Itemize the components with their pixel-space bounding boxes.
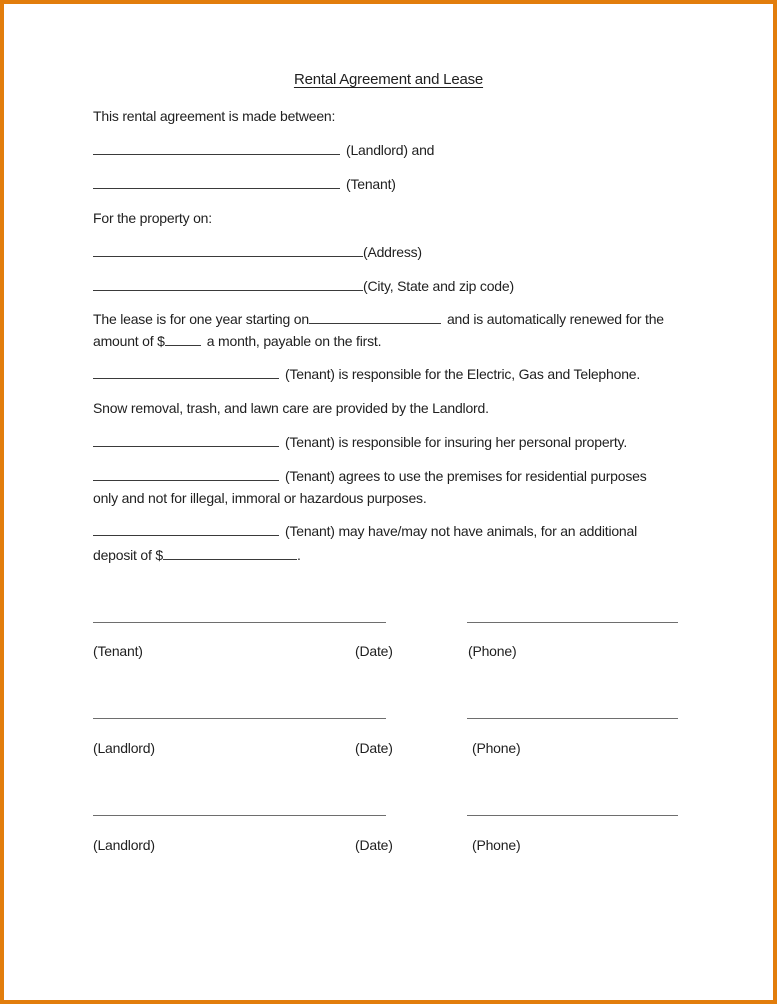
- deposit-amount-blank: [163, 547, 297, 560]
- property-heading: For the property on:: [93, 210, 212, 226]
- tenant-phone-label: (Phone): [468, 643, 517, 659]
- lease-start-date-blank: [309, 311, 441, 324]
- lease-term-line-2: [93, 331, 381, 351]
- premises-clause-text-1: (Tenant) agrees to use the premises for residential purposes: [285, 468, 647, 484]
- lease-amount-suffix: a month, payable on the first.: [206, 333, 382, 349]
- tenant-phone-line: [467, 622, 678, 623]
- premises-clause-line-1: [93, 466, 647, 486]
- deposit-prefix: deposit of $: [93, 547, 163, 563]
- landlord-name-line: [93, 140, 434, 160]
- insurance-clause-line: [93, 432, 627, 452]
- animals-tenant-blank: [93, 523, 279, 536]
- lease-amount-prefix: amount of $: [93, 333, 165, 349]
- tenant-name-blank: [93, 176, 340, 189]
- address-line: [93, 242, 422, 262]
- landlord-phone-label-1: (Phone): [472, 740, 521, 756]
- page-title: Rental Agreement and Lease: [293, 71, 484, 88]
- insurance-tenant-blank: [93, 434, 279, 447]
- landlord-phone-line-2: [467, 815, 678, 816]
- animals-clause-text-1: (Tenant) may have/may not have animals, for an additional: [285, 523, 638, 539]
- utilities-clause-text: (Tenant) is responsible for the Electric, Gas and Telephone.: [285, 366, 641, 382]
- landlord-phone-label-2: (Phone): [472, 837, 521, 853]
- landlord-date-label-1: (Date): [355, 740, 393, 756]
- animals-clause-line-1: [93, 521, 637, 541]
- premises-clause-line-2: only and not for illegal, immoral or hazardous purposes.: [93, 490, 427, 506]
- tenant-signature-line: [93, 622, 386, 623]
- tenant-name-label: (Tenant): [346, 176, 396, 192]
- intro-line: This rental agreement is made between:: [93, 108, 336, 124]
- city-state-zip-line: [93, 276, 514, 296]
- landlord-services-line: Snow removal, trash, and lawn care are provided by the Landlord.: [93, 400, 489, 416]
- lease-term-suffix: and is automatically renewed for the: [446, 311, 664, 327]
- landlord-signature-label-2: (Landlord): [93, 837, 155, 853]
- utilities-tenant-blank: [93, 366, 279, 379]
- tenant-date-label: (Date): [355, 643, 393, 659]
- city-state-zip-label: (City, State and zip code): [363, 278, 514, 294]
- deposit-suffix: .: [297, 547, 301, 563]
- tenant-name-line: [93, 174, 396, 194]
- landlord-signature-label-1: (Landlord): [93, 740, 155, 756]
- landlord-signature-line-2: [93, 815, 386, 816]
- landlord-signature-line-1: [93, 718, 386, 719]
- premises-tenant-blank: [93, 468, 279, 481]
- utilities-clause-line: [93, 364, 640, 384]
- landlord-phone-line-1: [467, 718, 678, 719]
- lease-term-prefix: The lease is for one year starting on: [93, 311, 309, 327]
- insurance-clause-text: (Tenant) is responsible for insuring her personal property.: [285, 434, 628, 450]
- animals-clause-line-2: [93, 545, 301, 565]
- address-blank: [93, 244, 363, 257]
- landlord-name-blank: [93, 142, 340, 155]
- tenant-signature-label: (Tenant): [93, 643, 143, 659]
- lease-term-line-1: [93, 309, 664, 329]
- landlord-date-label-2: (Date): [355, 837, 393, 853]
- landlord-name-label: (Landlord) and: [346, 142, 435, 158]
- rent-amount-blank: [165, 333, 201, 346]
- address-label: (Address): [363, 244, 422, 260]
- city-state-zip-blank: [93, 278, 363, 291]
